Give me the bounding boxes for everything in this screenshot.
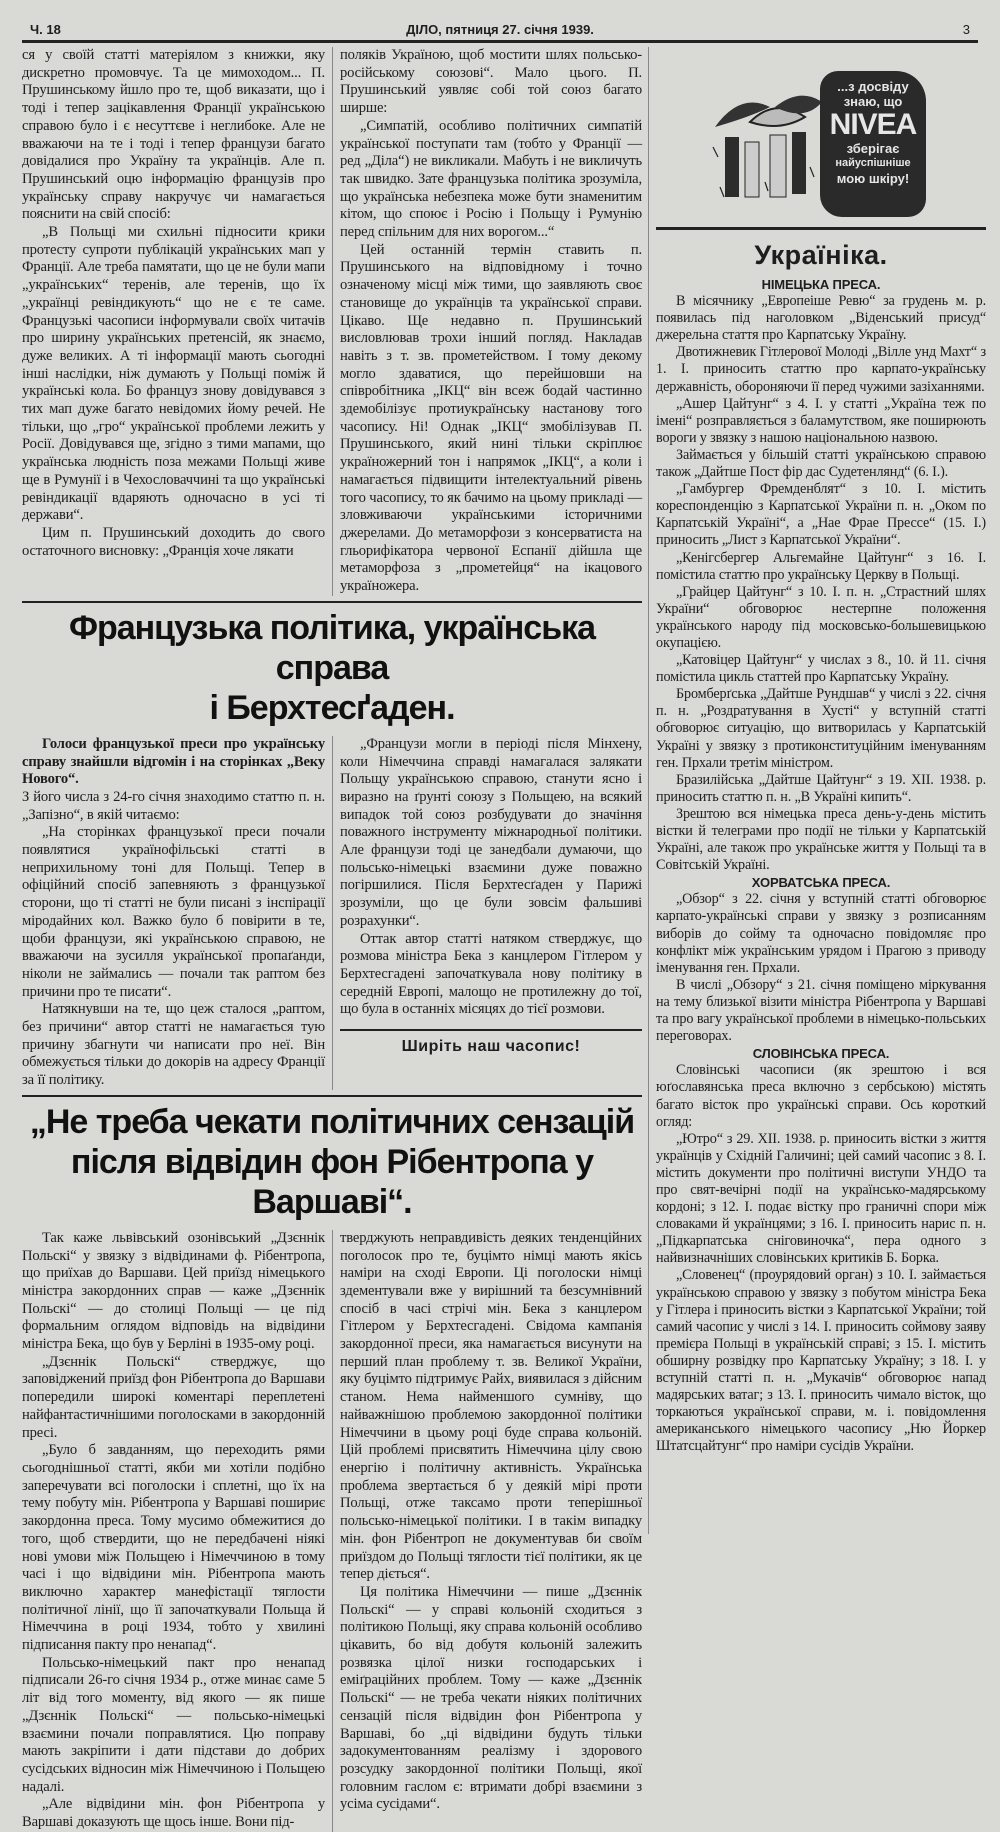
left-area [22,47,642,1832]
article3 [22,1230,642,1832]
paragraph: З його числа з 24-го січня знаходимо статтю п. н. „Запізно“, в якій читаємо: [22,788,325,823]
spread-our-paper-notice: Ширіть наш часопис! [401,1038,581,1056]
paragraph: „В Польщі ми схильні підносити крики протесту супроти публікацій українських мап у Франції. Але треба памятати, що це не були мапи „українських“ теренів, але теренів, що їх „українці ревіндикують“ що не є те саме. Французькі часописи інформували своїх читачів про ширину українських претенсій, як знаємо, дуже великих. А ті інформації мають сьогодні інші наслідки, ніж думають у Польщі поміж й українські кола. Бо француз знову довідувався з тих мап дуже багато невідомих йому речей. Не тільки, що „гро“ української проблеми лежить у Росії. Довідувався ще, згідно з тими мапами, що українська людність поза межами Польщі живе ще в Румунії і в Чехословаччині та що українські ревіндикації вдаряють одночасно в усі ті держави“. [22,224,325,524]
paragraph: „Ашер Цайтунг“ з 4. І. у статті „Україна теж по імені“ розправляється з баламутством, яке поширюють вороги у звязку з нашою національною назвою. [656,395,986,446]
article2-col1 [22,736,332,1090]
headline-line: після відвідин фон Рібентропа у Варшаві“. [70,1142,594,1221]
column-divider [648,47,649,1534]
headline-ribbentrop [22,1102,642,1222]
ad-text: знаю, що [843,94,903,109]
ad-rule [656,227,986,230]
ad-text: зберігає [846,141,900,156]
paragraph: „Грайцер Цайтунг“ з 10. І. п. н. „Страстний шлях України“ обговорює нестерпне положення українського народу під московсько-большевицькою окупацією. [656,583,986,651]
paragraph: „Симпатій, особливо політичних симпатій української поступати там (тобто у Франції — ред „Діла“) не викликали. Мабуть і не викличуть так швидко. Зате французька політика зрозуміла, що українська небезпека може бути знаменитим кітом, що споює і Росію і Польщу і Румунію перед спільним для них ворогом...“ [340,117,642,241]
paragraph: „Було б завданням, що переходить рями сьогоднішньої статті, якби ми хотіли подібно заперечувати всі поголоски і сплетні, що їх на тему побуту мін. Рібентропа у Варшаві пошириє закордонна преса. Тому мусимо обмежитися до того, щоб ствердити, що не передбачені ніякі нові умови між Польщею і Німеччиною в тому часі і що відвідини мін. Рібентропа мають виключно характер манефістації тяглости політичної лінії, що її започаткували Польща й Німеччина в році 1934, тобто у хвилині підписання пакту про ненапад“. [22,1442,325,1654]
article-continuation-col2 [332,47,642,596]
paragraph: Бразилійська „Дайтше Цайтунг“ з 19. XII. 1938. р. приносить статтю п. н. „В Україні кипить“. [656,771,986,805]
paragraph: „Кенігсбергер Альгемайне Цайтунг“ з 16. І. помістила статтю про українську Церкву в Польщі. [656,549,986,583]
article2-col2 [332,736,642,1090]
paragraph: Ця політика Німеччини — пише „Дзєннік Польскі“ — у справі кольоній сходиться з політикою Польщі, яку справа кольоній особливо цікавить, бо від добутя кольоній залежить розвязка цілої низки господарських і еміґраційних проблем. Тому — каже „Дзєннік Польскі“ — не треба чекати ніяких політичних сензацій після відвідин фон Рібентропа у Варшаві, бо „ці відвідини будуть тільки задокументованням реалізму і здорового розсудку закордонної політики Польщі, якої головним гаслом є: втримати добрі взаємини з усіма сусідами“. [340,1583,642,1813]
paper-name: ДІЛО, [406,22,442,37]
paragraph: Так каже львівський озонівський „Дзєннік Польскі“ у звязку з відвідинами ф. Рібентропа, що приїхав до Варшави. Цей приїзд німецького міністра закордонних справ — каже „Дзєннік Польскі“ — до столиці Польщі — це під формальним оглядом відповідь на відвідини міністра Бека, що був у Берліні в 1935-ому році. [22,1229,325,1353]
paragraph: „Словенец“ (проурядовий орган) з 10. І. займається українською справою у звязку з побутом міністра Бека у Гітлера і приносить вістки з Карпатської України; той самий часопис у числі з 14. І. приносить соймову заяву премієра Польщі в українській справі; з 15. І. містить обширну розвідку про Карпатську Україну; з 18. І. у вступній статті п. н. „Мукачів“ обговорює напад мадярських ватаг; з 13. І. приносить чимало вісток, що торкаються української справи, м. і. повідомлення американського німецького часопису „Ню Йоркер Штатсцайтунг“ про наміри сусідів України. [656,1267,986,1455]
article-continuation-col1 [22,47,332,596]
ad-text: найуспішніше [835,157,911,169]
article2 [22,736,642,1090]
paragraph: „Французи могли в періоді після Мінхену, коли Німеччина справді намагалася залякати Польщу українською справою, станути ясно і виразно на ґрунті союзу з Польщею, на всякий випадок той союз розбудувати до значіння поважного інструменту міжнародньої політики. Але французи тоді це занедбали думаючи, що польсько-німецькі взаємини дуже поважно погіршилися. Після Берхтесґаден у Парижі зрозуміли, що це були зовсім фальшиві розрахунки“. [340,735,642,929]
section-heading-german: НІМЕЦЬКА ПРЕСА. [761,277,881,292]
paragraph: „Ютро“ з 29. XII. 1938. р. приносить вістки з життя українців у Східній Галичині; цей самий часопис з 8. І. містить документи про політичні виступи УНДО та про свят-вечірні події на українсько-мадярському кордоні; з 12. І. подає вістку про граничні спори між словаками й українцями; з 16. І. приносить нарис п. н. „Підкарпатська сніговиночка“, пера одного з найвизначніших словінських критиків Б. Борка. [656,1130,986,1267]
paragraph: „Дзєннік Польскі“ стверджує, що заповіджений приїзд фон Рібентропа до Варшави попередили широкі коментарі переплетені найфантастичнішими поголосками в закордонній пресі. [22,1353,325,1441]
paragraph: Оттак автор статті натяком стверджує, що розмова міністра Бека з канцлером Гітлером у Берхтесгадені започаткувала нову політику в середній Европі, малощо не протилежну до тої, що була в останніх місяцях до тієї розмови. [340,930,642,1018]
paragraph: Польсько-німецький пакт про ненапад підписали 26-го січня 1934 р., отже минає саме 5 літ від того моменту, від якого — як пише „Дзєннік Польскі“ — польсько-німецькі взаємини почали поправлятися. Цю поправу мають закріпити і дати підстави до добрих сусідських відносин між Німеччиною і Польщею надалі. [22,1654,325,1795]
paragraph: „Гамбургер Фремденблят“ з 10. І. містить кореспонденцію з Карпатської України п. н. „Оком по Карпатській Україні“, а „Нае Фрае Прессе“ (15. І.) приносить „Лист з Карпатської України“. [656,481,986,549]
paragraph: Цим п. Прушинський доходить до свого остаточного висновку: „Франція хоче лякати [22,524,325,559]
paragraph: Словінські часописи (як зрештою і вся юґославянська преса включно з сербською) містять багато вісток про українські справи. Ось короткий огляд: [656,1062,986,1130]
paragraph: „Але відвідини мін. фон Рібентропа у Варшаві доказують ще щось інше. Вони під- [22,1796,325,1831]
headline-french-policy [22,608,642,728]
article-continuation [22,47,642,596]
issue-date: пятниця 27. січня 1939. [445,22,594,37]
paragraph: Двотижневик Гітлерової Молоді „Вілле унд Махт“ з 1. І. приносить статтю про карпато-українську державність, обороняючи її перед чужими зазіханнями. [656,344,986,395]
issue-number: Ч. 18 [30,22,61,37]
paragraph: В числі „Обзору“ з 21. січня поміщено міркування на тему близької візити міністра Рібентропа у Варшаві та про вагу української проблеми в німецько-польських переговорах. [656,976,986,1045]
masthead-date [280,22,720,37]
headline-line: і Берхтесґаден. [209,688,455,727]
paragraph: Натякнувши на те, що цеж сталося „раптом, без причини“ автор статті не намагається тую причину збагнути чи написати про неї. Він обмежується тільки до докорів на адресу Франції за її політику. [22,1001,325,1089]
header-rule [22,40,978,43]
article3-col2 [332,1230,642,1832]
paragraph: тверджують неправдивість деяких тенденційних поголосок про те, буцімто німці мають якісь наміри на сході Европи. Ці поголоски німці здементували вже у вирішний та безсумнівний спосіб в часі стрічі мін. Бека з канцлером Гітлером у Берхтесгадені. Свідома кампанія закордонної преси, яка намагається висунути на перший план проблему т. зв. Великої України, яку буцімто підтримує Райх, виявилася з дійсним станом. Нема найменшого сумніву, що найважнішою проблемою закордонної політики Німеччини в цьому році буде справа кольоній. Цій проблемі присвятить Німеччина цілу свою енергію і політичну активність. Українська проблема звертається б у деякій мірі проти Польщі, отже таксамо проти теперішньої польсько-німецької політики. І в такім випадку мін. фон Рібентроп не документував би своїм приїздом до Польщі тяглости тієї політики, як це тепер діється“. [340,1229,642,1583]
ad-text: ...з досвіду [837,79,909,94]
nivea-logo: NIVEA [829,108,917,141]
paragraph: „На сторінках французької преси почали появлятися українофільські статті в неприхильному тоні для Польщі. Тепер в офіційний спосіб запевняють з французької сторони, що ті статті не були писані з інспірації міродайних кол. Важко було б повірити в те, щоби французи, які українською справою, не вважаючи на зусилля української пропаґанди, ніколи не займались — почали так раптом без причини про те писати“. [22,824,325,1000]
section-heading-croatian: ХОРВАТСЬКА ПРЕСА. [751,875,891,891]
section-heading-slovenian: СЛОВІНСЬКА ПРЕСА. [752,1046,890,1062]
paragraph: ся у своїй статті матеріялом з книжки, яку дискретно промовчує. Та це мимоходом... П. Прушинському йшло про те, щоб виказати, що і тоді і тепер зацікавлення Франції українською справою було і є несуттєве і неглибоке. Але не вважаючи на те і тоді і тепер французи багато довідалися про Україну та українців. Але п. Прушинський оцю інформацію французів про українську справу накручує чи намагається пояснити на свій спосіб: [22,47,325,223]
nivea-slogan-box [820,71,926,217]
paragraph: Займається у більшій статті українською справою також „Дайтше Пост фір дас Судетенлянд“ (6. І.). [656,446,986,481]
paragraph: Цей останній термін ставить п. Прушинського на відповідному і точно означеному місці між тими, що заявляють своє становище до українців та української справи. Цікаво. Ще недавно п. Прушинський висловлював трохи інший погляд. Накладав навіть з т. зв. прометейством. І тому декому могло здаватися, що перейшовши на співробітника „ІКЦ“ він всеж бодай частинно здемобілізує протиукраїнську настанову того часопису. Ні! Однак „ІКЦ“ змобілізував П. Прушинського, який нині тільки скріплює україножерний тон і напрямок „ІКЦ“, а коли і намагається підвищити інтелектуальний рівень того часопису, то як бачимо на цьому прикладі — зловживаючи українськими історичними джерелами. До метаморфози з консерватиста на гльорифікатора червоної Еспанії дійшла ще метаморфоза з „прометейця“ на ікацового україножера. [340,241,642,595]
page-header [30,22,970,38]
paragraph: поляків Україною, щоб мостити шлях польсько-російському союзові“. Мало цього. П. Прушинський уявляє собі той союз багато ширше: [340,47,642,117]
article-lead: Голоси французької преси про українську справу знайшли відгомін і на сторінках „Веку Нового“. [22,735,325,788]
ad-text: мою шкіру! [836,171,910,186]
section-rule [22,601,642,603]
right-area [656,47,986,1455]
paragraph: „Катовіцер Цайтунг“ у числах з 8., 10. й 11. січня помістила цикль статтей про Карпатську Україну. [656,652,986,686]
ukrainika-column [656,276,986,1455]
paragraph: „Обзор“ з 22. січня у вступній статті обговорює карпато-українські справи у звязку з розписанням виборів до сойму та одночасно повідомляє про конфлікт між українським урядом і Прагою з приводу іменування ген. Прхали. [656,891,986,976]
section-rule [22,1095,642,1097]
ukrainika-title: Україніка. [754,240,888,270]
page-number: 3 [962,22,970,37]
umbrella-people-illustration [710,87,820,217]
article3-col1 [22,1230,332,1832]
notice-rule [340,1029,642,1031]
headline-line: „Не треба чекати політичних сензацій [29,1102,635,1141]
nivea-advertisement [705,67,920,217]
headline-line: Французька політика, українська справа [68,608,596,687]
paragraph: Бромберґська „Дайтше Рундшав“ у числі з 22. січня п. н. „Роздратування в Хусті“ у вступній статті обговорює ситуацію, що витворилась у Карпатській Україні у звязку з протиконституційним іменуванням ген. Прхали третім міністром. [656,686,986,771]
paragraph: Зрештою вся німецька преса день-у-день містить вістки й телеграми про події не тільки у Карпатській Україні, але також про українське життя у Польщі та в Совітській Україні. [656,805,986,874]
paragraph: В місячнику „Европеіше Ревю“ за грудень м. р. появилась під наголовком „Віденський присуд“ джерельна стаття про Карпатську Україну. [656,293,986,344]
